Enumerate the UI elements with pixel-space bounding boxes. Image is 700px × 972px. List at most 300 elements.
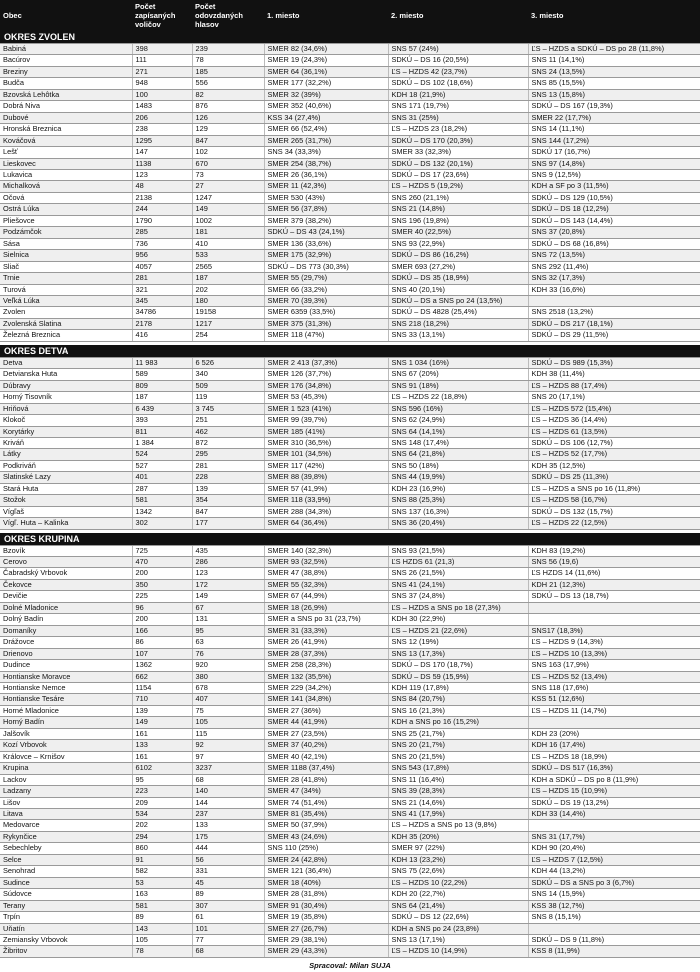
cell-second: SNS 13 (17,3%) — [388, 648, 528, 659]
cell-obec: Medovarce — [0, 820, 132, 831]
cell-second: SNS 21 (14,8%) — [388, 204, 528, 215]
cell-third: KSS 38 (12,7%) — [528, 900, 700, 911]
table-row — [0, 426, 700, 437]
cell-registered: 161 — [132, 728, 192, 739]
cell-cast: 462 — [192, 426, 264, 437]
cell-third: SNS 85 (15,5%) — [528, 78, 700, 89]
cell-second: KDH 18 (21,9%) — [388, 89, 528, 100]
cell-cast: 75 — [192, 705, 264, 716]
cell-first: SMER 132 (35,5%) — [264, 671, 388, 682]
cell-registered: 2178 — [132, 318, 192, 329]
header-obec: Obec — [0, 0, 132, 31]
cell-second: KDH a SNS po 24 (23,8%) — [388, 923, 528, 934]
table-row — [0, 89, 700, 100]
cell-first: SMER 47 (34%) — [264, 786, 388, 797]
cell-obec: Dolné Mladonice — [0, 602, 132, 613]
cell-first: SMER 27 (26,7%) — [264, 923, 388, 934]
cell-registered: 1138 — [132, 158, 192, 169]
cell-cast: 68 — [192, 946, 264, 957]
cell-obec: Kriváň — [0, 437, 132, 448]
cell-first: SMER 352 (40,6%) — [264, 101, 388, 112]
header-first-place: 1. miesto — [264, 0, 388, 31]
cell-first: SNS 34 (33,3%) — [264, 147, 388, 158]
cell-first: SMER 254 (38,7%) — [264, 158, 388, 169]
cell-obec: Hontianske Moravce — [0, 671, 132, 682]
cell-second: SNS 20 (21,7%) — [388, 740, 528, 751]
cell-third: SNS 118 (17,6%) — [528, 683, 700, 694]
cell-obec: Očová — [0, 192, 132, 203]
cell-second: SNS 12 (19%) — [388, 637, 528, 648]
cell-third: ĽS – HZDS 52 (17,7%) — [528, 449, 700, 460]
cell-third: SDKÚ – DS 167 (19,3%) — [528, 101, 700, 112]
cell-third: KDH 16 (17,4%) — [528, 740, 700, 751]
cell-registered: 736 — [132, 238, 192, 249]
cell-first: SMER 176 (34,8%) — [264, 380, 388, 391]
cell-third: KDH a SDKÚ – DS po 8 (11,9%) — [528, 774, 700, 785]
cell-obec: Horný Badín — [0, 717, 132, 728]
cell-third: SNS 2518 (13,2%) — [528, 307, 700, 318]
cell-third: ĽS – HZDS 10 (13,3%) — [528, 648, 700, 659]
cell-first: SMER 32 (39%) — [264, 89, 388, 100]
cell-registered: 95 — [132, 774, 192, 785]
cell-third: SDKÚ – DS 19 (13,2%) — [528, 797, 700, 808]
cell-second: SNS 196 (19,8%) — [388, 215, 528, 226]
cell-first: SMER 118 (33,9%) — [264, 495, 388, 506]
cell-cast: 1247 — [192, 192, 264, 203]
cell-third: ĽS HZDS 14 (11,6%) — [528, 568, 700, 579]
cell-first: SMER 43 (24,6%) — [264, 831, 388, 842]
table-row — [0, 705, 700, 716]
cell-second: SDKÚ – DS 170 (20,3%) — [388, 135, 528, 146]
cell-cast: 68 — [192, 774, 264, 785]
cell-cast: 920 — [192, 660, 264, 671]
cell-obec: Kováčová — [0, 135, 132, 146]
cell-third: KDH 21 (12,3%) — [528, 579, 700, 590]
cell-cast: 380 — [192, 671, 264, 682]
cell-obec: Súdovce — [0, 889, 132, 900]
cell-registered: 91 — [132, 854, 192, 865]
cell-obec: Drienovo — [0, 648, 132, 659]
table-row — [0, 557, 700, 568]
cell-cast: 61 — [192, 912, 264, 923]
cell-obec: Krupina — [0, 763, 132, 774]
cell-cast: 254 — [192, 330, 264, 341]
table-row — [0, 392, 700, 403]
cell-first: SMER 2 413 (37,3%) — [264, 357, 388, 368]
table-row — [0, 307, 700, 318]
cell-obec: Litava — [0, 809, 132, 820]
cell-third: SNS 24 (13,5%) — [528, 66, 700, 77]
cell-first: SMER 265 (31,7%) — [264, 135, 388, 146]
cell-obec: Devičie — [0, 591, 132, 602]
cell-first: SMER 101 (34,5%) — [264, 449, 388, 460]
cell-cast: 202 — [192, 284, 264, 295]
cell-first: SMER 56 (37,8%) — [264, 204, 388, 215]
cell-third: KDH 33 (14,4%) — [528, 809, 700, 820]
cell-first: SMER 91 (30,4%) — [264, 900, 388, 911]
cell-first: SMER 70 (39,3%) — [264, 295, 388, 306]
cell-third: SNS 14 (11,1%) — [528, 124, 700, 135]
table-row — [0, 135, 700, 146]
cell-first: SMER 28 (37,3%) — [264, 648, 388, 659]
cell-obec: Čabradský Vrbovok — [0, 568, 132, 579]
cell-third: SNS 144 (17,2%) — [528, 135, 700, 146]
table-row — [0, 545, 700, 556]
cell-cast: 410 — [192, 238, 264, 249]
cell-third: SDKÚ – DS 143 (14,4%) — [528, 215, 700, 226]
section-title: OKRES KRUPINA — [0, 533, 700, 546]
cell-registered: 34786 — [132, 307, 192, 318]
cell-cast: 172 — [192, 579, 264, 590]
table-row — [0, 101, 700, 112]
cell-cast: 556 — [192, 78, 264, 89]
cell-obec: Zvolenská Slatina — [0, 318, 132, 329]
cell-obec: Drážovce — [0, 637, 132, 648]
cell-registered: 534 — [132, 809, 192, 820]
cell-registered: 809 — [132, 380, 192, 391]
cell-obec: Jalšovík — [0, 728, 132, 739]
cell-cast: 239 — [192, 44, 264, 55]
cell-cast: 281 — [192, 460, 264, 471]
cell-obec: Lukavica — [0, 169, 132, 180]
cell-cast: 187 — [192, 273, 264, 284]
cell-third: SNS 8 (15,1%) — [528, 912, 700, 923]
cell-registered: 4057 — [132, 261, 192, 272]
cell-second: KDH 20 (22,7%) — [388, 889, 528, 900]
cell-first: SMER 140 (32,3%) — [264, 545, 388, 556]
table-row — [0, 568, 700, 579]
cell-cast: 89 — [192, 889, 264, 900]
cell-first: SMER 53 (45,3%) — [264, 392, 388, 403]
cell-first: SMER 57 (41,9%) — [264, 483, 388, 494]
cell-obec: Detvianska Huta — [0, 369, 132, 380]
table-row — [0, 273, 700, 284]
table-row — [0, 204, 700, 215]
cell-registered: 48 — [132, 181, 192, 192]
cell-cast: 307 — [192, 900, 264, 911]
cell-second: SNS 75 (22,6%) — [388, 866, 528, 877]
table-row — [0, 181, 700, 192]
cell-first: SDKÚ – DS 43 (24,1%) — [264, 227, 388, 238]
table-row — [0, 694, 700, 705]
cell-cast: 533 — [192, 250, 264, 261]
table-row — [0, 318, 700, 329]
table-row — [0, 66, 700, 77]
cell-first: SMER 55 (29,7%) — [264, 273, 388, 284]
table-row — [0, 763, 700, 774]
table-row — [0, 717, 700, 728]
cell-cast: 101 — [192, 923, 264, 934]
cell-first: SMER 26 (36,1%) — [264, 169, 388, 180]
cell-obec: Hontianske Nemce — [0, 683, 132, 694]
table-row — [0, 460, 700, 471]
table-row — [0, 238, 700, 249]
cell-first: SMER 29 (43,3%) — [264, 946, 388, 957]
cell-cast: 27 — [192, 181, 264, 192]
cell-registered: 582 — [132, 866, 192, 877]
cell-obec: Lackov — [0, 774, 132, 785]
section-header — [0, 345, 700, 358]
cell-registered: 100 — [132, 89, 192, 100]
cell-cast: 670 — [192, 158, 264, 169]
cell-second: SNS 260 (21,1%) — [388, 192, 528, 203]
table-row — [0, 44, 700, 55]
table-row — [0, 55, 700, 66]
cell-registered: 206 — [132, 112, 192, 123]
cell-obec: Horné Mladonice — [0, 705, 132, 716]
cell-cast: 3 745 — [192, 403, 264, 414]
cell-second: SDKÚ – DS 86 (16,2%) — [388, 250, 528, 261]
cell-second: SDKÚ – DS 35 (18,9%) — [388, 273, 528, 284]
table-row — [0, 472, 700, 483]
table-row — [0, 295, 700, 306]
cell-first: SMER 379 (38,2%) — [264, 215, 388, 226]
cell-cast: 295 — [192, 449, 264, 460]
cell-third: KDH 38 (11,4%) — [528, 369, 700, 380]
cell-third: KDH 44 (13,2%) — [528, 866, 700, 877]
cell-first: SMER 19 (24,3%) — [264, 55, 388, 66]
cell-registered: 350 — [132, 579, 192, 590]
cell-obec: Podzámčok — [0, 227, 132, 238]
cell-third: SDKÚ – DS 517 (16,3%) — [528, 763, 700, 774]
cell-obec: Bacúrov — [0, 55, 132, 66]
table-row — [0, 147, 700, 158]
cell-third: ĽS – HZDS 11 (14,7%) — [528, 705, 700, 716]
cell-obec: Sliač — [0, 261, 132, 272]
cell-registered: 123 — [132, 169, 192, 180]
cell-third: SDKÚ – DS 29 (11,5%) — [528, 330, 700, 341]
cell-second: SNS 13 (17,1%) — [388, 934, 528, 945]
cell-third: SDKÚ – DS 129 (10,5%) — [528, 192, 700, 203]
cell-second: SNS 64 (14,1%) — [388, 426, 528, 437]
cell-second: SNS 41 (17,9%) — [388, 809, 528, 820]
table-row — [0, 78, 700, 89]
cell-second: SNS 93 (21,5%) — [388, 545, 528, 556]
cell-first: SMER 121 (36,4%) — [264, 866, 388, 877]
cell-cast: 181 — [192, 227, 264, 238]
cell-registered: 1483 — [132, 101, 192, 112]
cell-second: ĽS – HZDS a SNS po 18 (27,3%) — [388, 602, 528, 613]
cell-second: KDH 13 (23,2%) — [388, 854, 528, 865]
table-row — [0, 369, 700, 380]
cell-second: SDKÚ – DS a SNS po 24 (13,5%) — [388, 295, 528, 306]
cell-cast: 126 — [192, 112, 264, 123]
cell-obec: Horný Tisovník — [0, 392, 132, 403]
cell-obec: Dudince — [0, 660, 132, 671]
cell-second: SNS 36 (20,4%) — [388, 518, 528, 529]
cell-cast: 133 — [192, 820, 264, 831]
cell-second: SNS 543 (17,8%) — [388, 763, 528, 774]
cell-second: SNS 137 (16,3%) — [388, 506, 528, 517]
cell-registered: 1362 — [132, 660, 192, 671]
table-body — [0, 31, 700, 957]
table-row — [0, 923, 700, 934]
cell-second: SNS 44 (19,9%) — [388, 472, 528, 483]
cell-third: ĽS – HZDS 18 (18,9%) — [528, 751, 700, 762]
cell-cast: 144 — [192, 797, 264, 808]
cell-cast: 63 — [192, 637, 264, 648]
table-row — [0, 831, 700, 842]
cell-obec: Slatinské Lazy — [0, 472, 132, 483]
table-row — [0, 579, 700, 590]
cell-registered: 1342 — [132, 506, 192, 517]
cell-registered: 287 — [132, 483, 192, 494]
cell-cast: 105 — [192, 717, 264, 728]
cell-obec: Trnie — [0, 273, 132, 284]
cell-first: SMER 88 (39,8%) — [264, 472, 388, 483]
cell-obec: Hontianske Tesáre — [0, 694, 132, 705]
cell-cast: 76 — [192, 648, 264, 659]
cell-first: SNS 110 (25%) — [264, 843, 388, 854]
cell-second: KDH 30 (22,9%) — [388, 614, 528, 625]
cell-obec: Žibritov — [0, 946, 132, 957]
table-row — [0, 683, 700, 694]
cell-obec: Bzovská Lehôtka — [0, 89, 132, 100]
cell-second: SNS 37 (24,8%) — [388, 591, 528, 602]
cell-third — [528, 602, 700, 613]
cell-first: SMER 375 (31,3%) — [264, 318, 388, 329]
cell-registered: 149 — [132, 717, 192, 728]
cell-cast: 331 — [192, 866, 264, 877]
cell-first: SMER 64 (36,1%) — [264, 66, 388, 77]
cell-first: SMER 67 (44,9%) — [264, 591, 388, 602]
cell-obec: Dolný Badín — [0, 614, 132, 625]
cell-second: SNS 64 (21,4%) — [388, 900, 528, 911]
cell-second: ĽS – HZDS 10 (22,2%) — [388, 877, 528, 888]
cell-third: ĽS – HZDS 61 (13,5%) — [528, 426, 700, 437]
cell-first: SMER 126 (37,7%) — [264, 369, 388, 380]
header-third-place: 3. miesto — [528, 0, 700, 31]
table-row — [0, 250, 700, 261]
cell-obec: Lieskovec — [0, 158, 132, 169]
table-row — [0, 112, 700, 123]
cell-second: SNS 40 (20,1%) — [388, 284, 528, 295]
cell-third: SNS 13 (15,8%) — [528, 89, 700, 100]
cell-cast: 140 — [192, 786, 264, 797]
cell-first: SMER 55 (32,3%) — [264, 579, 388, 590]
cell-first: SMER 258 (28,3%) — [264, 660, 388, 671]
cell-second: SDKÚ – DS 12 (22,6%) — [388, 912, 528, 923]
cell-second: SMER 97 (22%) — [388, 843, 528, 854]
cell-third: SDKÚ – DS 9 (11,8%) — [528, 934, 700, 945]
table-row — [0, 912, 700, 923]
cell-third: KDH 33 (16,6%) — [528, 284, 700, 295]
cell-registered: 223 — [132, 786, 192, 797]
cell-second: SDKÚ – DS 17 (23,6%) — [388, 169, 528, 180]
cell-registered: 202 — [132, 820, 192, 831]
cell-obec: Klokoč — [0, 415, 132, 426]
cell-first: SMER 1 523 (41%) — [264, 403, 388, 414]
cell-registered: 238 — [132, 124, 192, 135]
cell-third: SNS 56 (19,6) — [528, 557, 700, 568]
cell-first: SMER 27 (36%) — [264, 705, 388, 716]
cell-second: SNS 57 (24%) — [388, 44, 528, 55]
cell-registered: 811 — [132, 426, 192, 437]
cell-cast: 149 — [192, 591, 264, 602]
section-title: OKRES ZVOLEN — [0, 31, 700, 44]
cell-third: ĽS – HZDS 58 (16,7%) — [528, 495, 700, 506]
cell-cast: 872 — [192, 437, 264, 448]
cell-first: SMER 288 (34,3%) — [264, 506, 388, 517]
cell-first: SMER 136 (33,6%) — [264, 238, 388, 249]
table-row — [0, 786, 700, 797]
cell-registered: 107 — [132, 648, 192, 659]
cell-obec: Lišov — [0, 797, 132, 808]
cell-first: SMER 6359 (33,5%) — [264, 307, 388, 318]
cell-registered: 244 — [132, 204, 192, 215]
table-row — [0, 843, 700, 854]
cell-obec: Babiná — [0, 44, 132, 55]
cell-obec: Sebechleby — [0, 843, 132, 854]
cell-first: SMER 64 (36,4%) — [264, 518, 388, 529]
cell-second: SNS 67 (20%) — [388, 369, 528, 380]
cell-third: ĽS – HZDS 15 (10,9%) — [528, 786, 700, 797]
cell-first: SMER 47 (38,8%) — [264, 568, 388, 579]
table-row — [0, 728, 700, 739]
table-row — [0, 900, 700, 911]
cell-first: SMER 50 (37,9%) — [264, 820, 388, 831]
cell-obec: Turová — [0, 284, 132, 295]
cell-third: KDH 90 (20,4%) — [528, 843, 700, 854]
table-row — [0, 192, 700, 203]
table-row — [0, 483, 700, 494]
cell-cast: 97 — [192, 751, 264, 762]
cell-cast: 92 — [192, 740, 264, 751]
cell-first: SMER 185 (41%) — [264, 426, 388, 437]
cell-second: SNS 31 (25%) — [388, 112, 528, 123]
section-header — [0, 533, 700, 546]
cell-third: SNS 11 (14,1%) — [528, 55, 700, 66]
cell-registered: 6 439 — [132, 403, 192, 414]
cell-obec: Zemiansky Vrbovok — [0, 934, 132, 945]
table-row — [0, 284, 700, 295]
cell-first: SMER 37 (40,2%) — [264, 740, 388, 751]
cell-second: ĽS – HZDS 5 (19,2%) — [388, 181, 528, 192]
cell-third — [528, 614, 700, 625]
cell-first: SMER 530 (43%) — [264, 192, 388, 203]
cell-second: SNS 84 (20,7%) — [388, 694, 528, 705]
cell-first: SMER 117 (42%) — [264, 460, 388, 471]
cell-cast: 6 526 — [192, 357, 264, 368]
table-row — [0, 648, 700, 659]
cell-registered: 294 — [132, 831, 192, 842]
cell-second: SNS 50 (18%) — [388, 460, 528, 471]
cell-first: SMER 18 (40%) — [264, 877, 388, 888]
cell-cast: 56 — [192, 854, 264, 865]
cell-first: SMER 18 (26,9%) — [264, 602, 388, 613]
cell-first: KSS 34 (27,4%) — [264, 112, 388, 123]
cell-second: KDH 119 (17,8%) — [388, 683, 528, 694]
table-row — [0, 169, 700, 180]
table-row — [0, 357, 700, 368]
cell-cast: 251 — [192, 415, 264, 426]
cell-third — [528, 717, 700, 728]
cell-obec: Hronská Breznica — [0, 124, 132, 135]
cell-third: ĽS – HZDS 52 (13,4%) — [528, 671, 700, 682]
cell-second: SMER 40 (22,5%) — [388, 227, 528, 238]
cell-registered: 281 — [132, 273, 192, 284]
cell-second: SNS 62 (24,9%) — [388, 415, 528, 426]
cell-third: SNS 72 (13,5%) — [528, 250, 700, 261]
table-row — [0, 854, 700, 865]
cell-cast: 115 — [192, 728, 264, 739]
cell-second: SNS 218 (18,2%) — [388, 318, 528, 329]
cell-registered: 209 — [132, 797, 192, 808]
cell-second: SNS 171 (19,7%) — [388, 101, 528, 112]
cell-second: KDH a SNS po 16 (15,2%) — [388, 717, 528, 728]
cell-registered: 166 — [132, 625, 192, 636]
cell-first: SMER 31 (33,3%) — [264, 625, 388, 636]
